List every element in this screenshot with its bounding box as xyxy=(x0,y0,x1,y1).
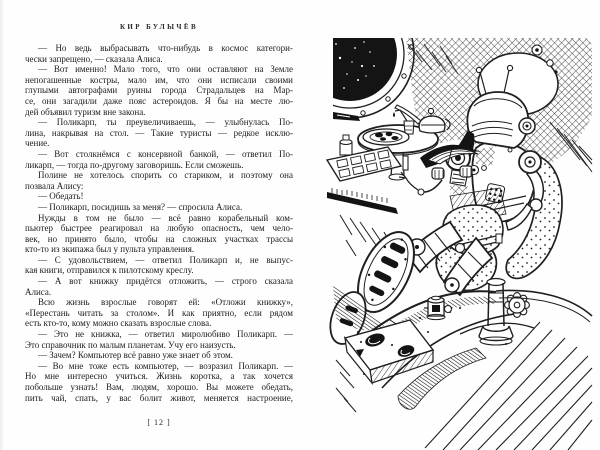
valve-handwheel xyxy=(505,293,530,318)
text-line: Нужды в том не было — всё равно корабельный ком- xyxy=(38,212,293,223)
text-line: лина, накрывая на стол. — Такие туристы — редкое исклю- xyxy=(25,127,293,138)
book-illustration xyxy=(300,0,600,450)
floor-canister xyxy=(424,296,452,319)
antenna-ball-icon xyxy=(507,65,512,70)
text-line: кая книги, отправился к пилотскому креслу. xyxy=(25,265,194,276)
text-line: ликарп, — тогда по-другому заговоришь. Если сможешь. xyxy=(25,159,244,170)
text-line: — Но ведь выбрасывать что-нибудь в космос категори- xyxy=(38,43,293,53)
page-text xyxy=(25,43,293,403)
text-line: Полине не хотелось спорить со стариком, и поэтому она xyxy=(38,170,293,181)
text-line: — Во мне тоже есть компьютер, — возразил Поликарп. — xyxy=(38,360,293,371)
antenna-ball-icon xyxy=(476,67,481,72)
text-line: позвала Алису: xyxy=(25,180,84,191)
page-edge-shadow xyxy=(0,0,4,450)
page-number: [ 12 ] xyxy=(147,418,171,427)
text-line: чение. xyxy=(25,138,50,149)
text-line: пить чай, спать, у вас болит живот, меняется настроение, xyxy=(25,392,293,403)
text-line: — Это не книжка, — ответил миролюбиво Поликарп. — xyxy=(38,329,293,340)
porthole-window xyxy=(300,0,414,118)
text-line: побольше узнать! Вам, людям, хорошо. Вы можете обедать, xyxy=(25,382,293,392)
text-line: чески запрещено, — сказала Алиса. xyxy=(25,53,163,64)
text-line: — Зачем? Компьютер всё равно уже знает об этом. xyxy=(38,350,233,361)
text-line: непогашенные костры, мало им, что они исписали своими xyxy=(25,74,293,85)
text-line: пьютер быстрее реагировал на любую опасность, чем чело- xyxy=(25,223,293,234)
text-line: — С удовольствием, — ответил Поликарп и, не выпус- xyxy=(38,254,293,265)
text-line: Алиса. xyxy=(25,286,52,297)
text-line: — Обедать! xyxy=(38,191,84,202)
text-line: — Вот именно! Мало того, что они оставляют на Земле xyxy=(38,64,293,75)
text-line: Но мне интересно учиться. Жизнь коротка, а так хочется xyxy=(25,371,293,382)
right-page xyxy=(300,0,600,450)
text-line: — Поликарп, ты преувеличиваешь, — улыбнулась По- xyxy=(38,117,293,128)
text-line: — Вот столкнёмся с консервной банкой, — ответил По- xyxy=(38,148,293,159)
text-line: кто-то из экипажа был у пульта управления. xyxy=(25,244,195,255)
text-line: Это справочник по малым планетам. Учу его наизусть. xyxy=(25,339,236,350)
text-line: есть кто-то, кому можно сказать взрослые слова. xyxy=(25,318,212,329)
text-line: дей объявил туризм вне закона. xyxy=(25,106,146,117)
text-line: глупыми автографами руины города Страдальцев на Мар- xyxy=(25,85,293,96)
text-line: Всю жизнь взрослые говорят ей: «Отложи книжку», xyxy=(38,297,293,308)
running-head: КИР БУЛЫЧЁВ xyxy=(119,23,199,31)
text-line: — Поликарп, посидишь за меня? — спросила Алиса. xyxy=(38,201,243,212)
floor-planks xyxy=(425,322,592,450)
text-line: — А вот книжку придётся отложить, — строго сказала xyxy=(38,276,293,287)
text-line: «Перестань читать за столом». И как приятно, если рядом xyxy=(25,307,293,318)
text-line: се, они загадили даже пояс астероидов. Я бы на месте лю- xyxy=(25,95,293,106)
text-line: век, но принято было, чтобы на сложных участках трассы xyxy=(25,233,293,244)
floor-hatching xyxy=(336,360,356,412)
food-plate xyxy=(363,129,409,145)
